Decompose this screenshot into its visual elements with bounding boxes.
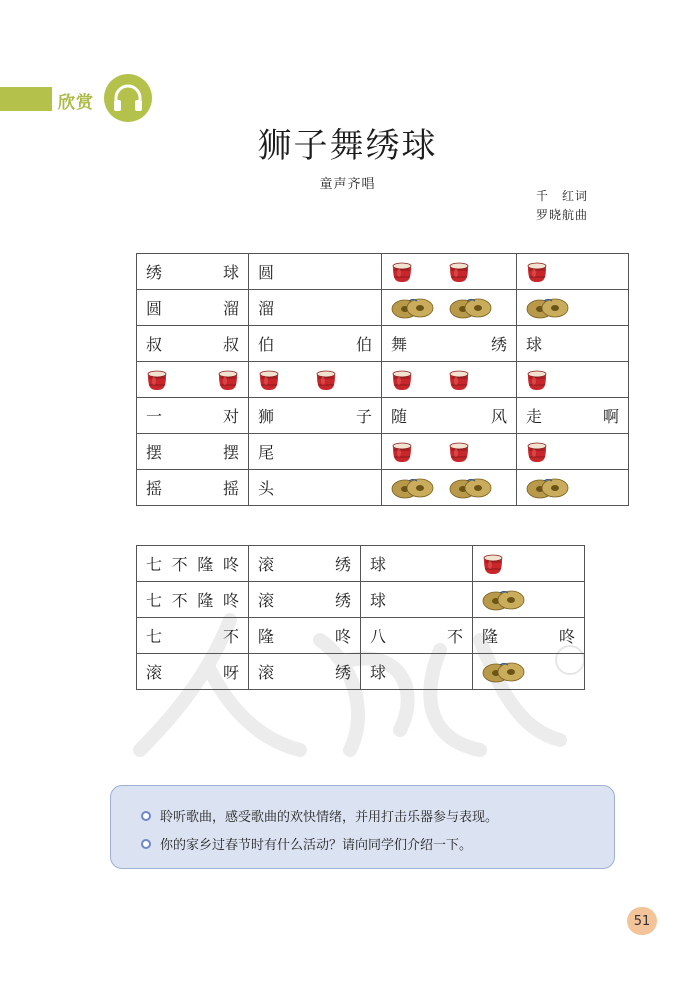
cymbal-icon — [391, 477, 435, 499]
table-cell — [517, 470, 629, 506]
lyric-char: 一 — [146, 407, 163, 426]
table-cell — [137, 362, 249, 398]
table-cell — [249, 654, 361, 690]
table-cell — [249, 546, 361, 582]
table-row — [137, 470, 629, 506]
cymbal-icon — [391, 297, 435, 319]
bullet-icon — [141, 839, 151, 849]
table-cell — [249, 470, 382, 506]
table-row — [137, 254, 629, 290]
lyric-char: 摇 — [146, 479, 163, 498]
table-row — [137, 618, 585, 654]
lyric-char: 狮 — [258, 407, 275, 426]
song-title: 狮子舞绣球 — [257, 126, 438, 166]
activity-text: 你的家乡过春节时有什么活动？请向同学们介绍一下。 — [160, 838, 473, 853]
table-cell — [361, 654, 473, 690]
lyric-char: 尾 — [258, 443, 275, 462]
table-cell — [517, 362, 629, 398]
lyric-char: 伯 — [355, 335, 372, 354]
cymbal-icon — [526, 477, 570, 499]
rhythm-table-2 — [136, 545, 585, 690]
table-cell — [473, 654, 585, 690]
lyric-char: 咚 — [558, 627, 575, 646]
table-cell — [137, 434, 249, 470]
table-cell — [382, 470, 517, 506]
cymbal-icon — [449, 297, 493, 319]
activity-item — [141, 834, 472, 853]
section-label: 欣赏 — [58, 93, 94, 113]
bullet-icon — [141, 811, 151, 821]
composer-credit: 罗晓航曲 — [535, 208, 588, 222]
lyric-char: 球 — [526, 335, 543, 354]
lyric-char: 溜 — [258, 299, 275, 318]
page-number: 51 — [627, 907, 657, 935]
table-row — [137, 290, 629, 326]
table-cell — [249, 254, 382, 290]
lyric-char: 舞 — [391, 335, 408, 354]
lyric-char: 咚 — [222, 555, 239, 574]
table-row — [137, 362, 629, 398]
drum-icon — [448, 261, 470, 283]
lyric-char: 七 — [146, 627, 163, 646]
table-row — [137, 654, 585, 690]
lyric-char: 子 — [355, 407, 372, 426]
table-cell — [249, 398, 382, 434]
drum-icon — [448, 441, 470, 463]
lyric-char: 绣 — [334, 591, 351, 610]
lyric-char: 伯 — [258, 335, 275, 354]
cymbal-icon — [482, 661, 526, 683]
lyric-char: 不 — [171, 555, 188, 574]
lyric-char: 摆 — [146, 443, 163, 462]
table-row — [137, 326, 629, 362]
table-cell — [137, 290, 249, 326]
section-banner-bar — [0, 87, 52, 111]
lyric-char: 风 — [490, 407, 507, 426]
activity-text: 聆听歌曲，感受歌曲的欢快情绪，并用打击乐器参与表现。 — [160, 810, 499, 825]
lyric-char: 七 — [146, 591, 163, 610]
table-cell — [382, 398, 517, 434]
drum-icon — [391, 441, 413, 463]
cymbal-icon — [449, 477, 493, 499]
lyric-char: 啊 — [602, 407, 619, 426]
lyric-char: 圆 — [258, 263, 275, 282]
table-row — [137, 434, 629, 470]
activity-item — [141, 806, 498, 825]
drum-icon — [526, 369, 548, 391]
lyric-char: 叔 — [222, 335, 239, 354]
table-cell — [517, 254, 629, 290]
lyric-char: 滚 — [146, 663, 163, 682]
lyric-char: 滚 — [258, 591, 275, 610]
lyric-char: 隆 — [197, 555, 214, 574]
drum-icon — [315, 369, 337, 391]
table-cell — [382, 362, 517, 398]
table-cell — [249, 582, 361, 618]
table-cell — [517, 326, 629, 362]
table-cell — [137, 254, 249, 290]
table-row — [137, 582, 585, 618]
table-cell — [473, 546, 585, 582]
lyric-char: 溜 — [222, 299, 239, 318]
table-cell — [137, 326, 249, 362]
table-cell — [361, 582, 473, 618]
table-cell — [517, 398, 629, 434]
drum-icon — [526, 261, 548, 283]
lyric-char: 七 — [146, 555, 163, 574]
table-cell — [382, 254, 517, 290]
lyric-char: 摆 — [222, 443, 239, 462]
lyric-char: 随 — [391, 407, 408, 426]
table-cell — [137, 654, 249, 690]
lyric-char: 滚 — [258, 555, 275, 574]
table-cell — [249, 326, 382, 362]
rhythm-table-1 — [136, 253, 629, 506]
table-cell — [361, 546, 473, 582]
table-cell — [249, 290, 382, 326]
table-row — [137, 398, 629, 434]
lyric-char: 摇 — [222, 479, 239, 498]
table-row — [137, 546, 585, 582]
table-cell — [137, 398, 249, 434]
lyric-char: 走 — [526, 407, 543, 426]
lyric-char: 不 — [171, 591, 188, 610]
table-cell — [137, 546, 249, 582]
table-cell — [249, 362, 382, 398]
lyric-char: 不 — [222, 627, 239, 646]
cymbal-icon — [526, 297, 570, 319]
table-cell — [361, 618, 473, 654]
lyric-char: 头 — [258, 479, 275, 498]
lyric-char: 圆 — [146, 299, 163, 318]
table-cell — [517, 434, 629, 470]
drum-icon — [526, 441, 548, 463]
table-cell — [137, 470, 249, 506]
lyric-char: 呀 — [222, 663, 239, 682]
cymbal-icon — [482, 589, 526, 611]
table-cell — [473, 618, 585, 654]
lyric-char: 咚 — [334, 627, 351, 646]
table-cell — [249, 618, 361, 654]
table-cell — [473, 582, 585, 618]
lyric-char: 对 — [222, 407, 239, 426]
lyric-char: 不 — [446, 627, 463, 646]
lyricist-credit: 千 红词 — [535, 189, 588, 203]
table-cell — [382, 434, 517, 470]
drum-icon — [146, 369, 168, 391]
lyric-char: 八 — [370, 627, 387, 646]
lyric-char: 绣 — [490, 335, 507, 354]
table-cell — [517, 290, 629, 326]
table-cell — [382, 290, 517, 326]
lyric-char: 绣 — [334, 555, 351, 574]
drum-icon — [448, 369, 470, 391]
table-cell — [137, 618, 249, 654]
lyric-char: 绣 — [334, 663, 351, 682]
lyric-char: 球 — [370, 591, 387, 610]
drum-icon — [391, 369, 413, 391]
drum-icon — [217, 369, 239, 391]
lyric-char: 隆 — [258, 627, 275, 646]
lyric-char: 隆 — [482, 627, 499, 646]
activity-box — [110, 785, 615, 869]
drum-icon — [391, 261, 413, 283]
lyric-char: 球 — [222, 263, 239, 282]
table-cell — [137, 582, 249, 618]
drum-icon — [482, 553, 504, 575]
song-subtitle: 童声齐唱 — [319, 177, 376, 192]
lyric-char: 咚 — [222, 591, 239, 610]
lyric-char: 球 — [370, 663, 387, 682]
table-cell — [249, 434, 382, 470]
lyric-char: 叔 — [146, 335, 163, 354]
lyric-char: 绣 — [146, 263, 163, 282]
table-cell — [382, 326, 517, 362]
lyric-char: 隆 — [197, 591, 214, 610]
drum-icon — [258, 369, 280, 391]
lyric-char: 滚 — [258, 663, 275, 682]
lyric-char: 球 — [370, 555, 387, 574]
headphones-icon — [104, 74, 152, 122]
